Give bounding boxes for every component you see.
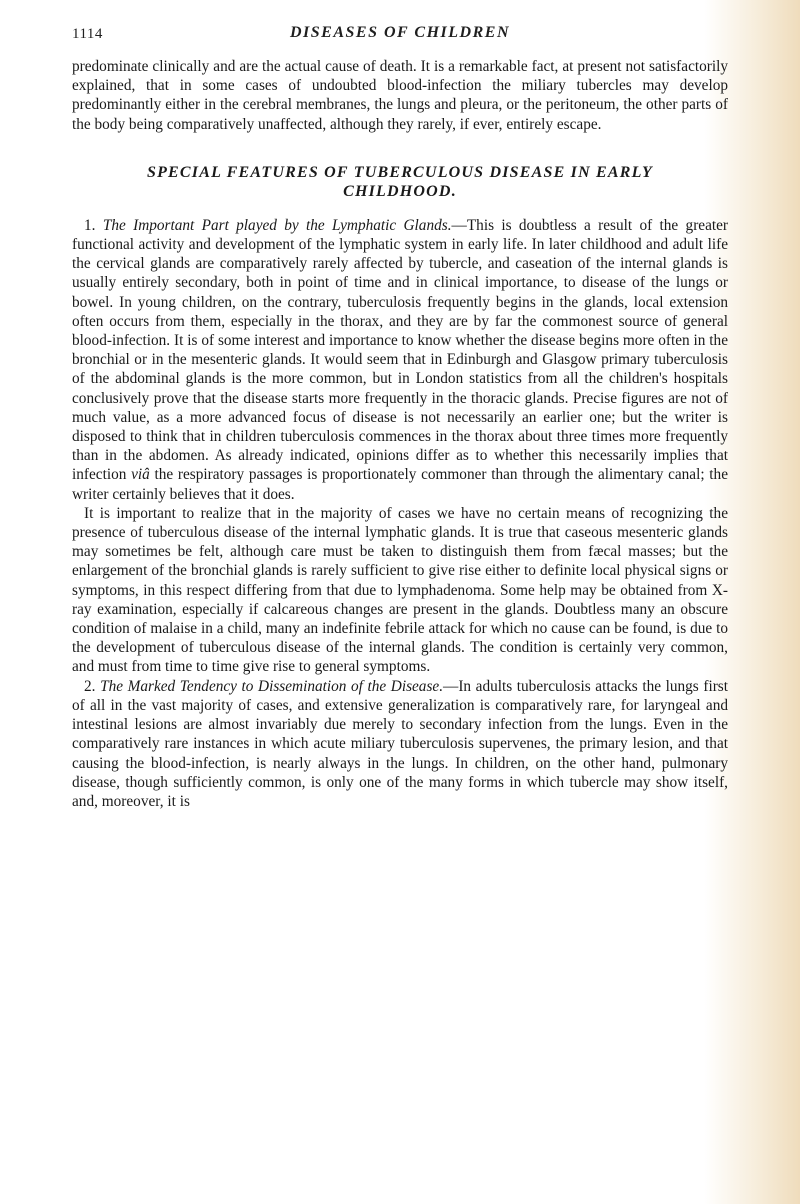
item-2-title: The Marked Tendency to Dissemination of the Disease. [100, 677, 444, 695]
section-heading-line-1: SPECIAL FEATURES OF TUBERCULOUS DISEASE IN EARLY [146, 163, 654, 181]
item-1-text-end: the respiratory passages is proportionately commoner than through the alimentary canal; the writer certainly believes that it does. [72, 466, 728, 503]
intro-paragraph: predominate clinically and are the actual cause of death. It is a remarkable fact, at present not satisfactorily explained, that in some cases of undoubted blood-infection the miliary tubercles may develop predominantly either in the cerebral membranes, the lungs and pleura, or the peritoneum, the other parts of the body being comparatively unaffected, although they rarely, if ever, entirely escape. [72, 58, 728, 133]
item-1-number: 1. [84, 216, 96, 234]
page-header [72, 10, 728, 40]
running-head: DISEASES OF CHILDREN [290, 24, 510, 41]
item-2-text: —In adults tuberculosis attacks the lungs first of all in the vast majority of cases, and extensive generalization is comparatively rare, for laryngeal and intestinal lesions are almost invariably due merely to secondary infection from the lungs. Even in the comparatively rare instances in which acute miliary tuberculosis supervenes, the primary lesion, and that causing the blood-infection, is nearly always in the lungs. In children, on the other hand, pulmonary disease, though sufficiently common, is only one of the many forms in which tubercle may show itself, and, moreover, it is [72, 677, 728, 810]
item-2-paragraph [72, 677, 728, 811]
section-heading [72, 163, 728, 201]
item-1-paragraph [72, 216, 728, 504]
item-1-continuation: It is important to realize that in the majority of cases we have no certain means of recognizing the presence of tuberculous disease of the internal lymphatic glands. It is true that caseous mesenteric glands may sometimes be felt, although care must be taken to distinguish them from fæcal masses; but the enlargement of the bronchial glands is rarely sufficient to give rise either to definite local physical signs or symptoms, in this respect differing from that due to lymphadenoma. Some help may be obtained from X-ray examination, especially if calcareous changes are present in the glands. Doubtless many an obscure condition of malaise in a child, many an indefinite febrile attack for which no cause can be found, is due to the development of tuberculous disease of the internal glands. The condition is certainly very common, and must from time to time give rise to general symptoms. [72, 504, 728, 676]
section-heading-line-2: CHILDHOOD. [343, 182, 457, 200]
page-number: 1114 [72, 26, 103, 42]
body-text [72, 57, 728, 811]
item-1-text: —This is doubtless a result of the greater functional activity and development of the lymphatic system in early life. In later childhood and adult life the cervical glands are comparatively rarely affected by tubercle, and caseation of the internal glands is usually entirely secondary, both in point of time and in clinical importance, to disease of the lungs or bowel. In young children, on the contrary, tuberculosis frequently begins in the glands, local extension often occurs from them, especially in the thorax, and they are by far the commonest source of general blood-infection. It is of some interest and importance to know whether the disease begins more often in the bronchial or in the mesenteric glands. It would seem that in Edinburgh and Glasgow primary tuberculosis of the abdominal glands is the more common, but in London statistics from all the children's hospitals conclusively prove that the disease starts more frequently in the thoracic glands. Precise figures are not of much value, as a more advanced focus of disease is not necessarily an earlier one; but the writer is disposed to think that in children tuberculosis commences in the thorax about three times more frequently than in the abdomen. As already indicated, opinions differ as to whether this necessarily implies that infection [72, 216, 729, 484]
item-2-number: 2. [84, 677, 96, 695]
item-1-via: viâ [131, 466, 150, 484]
item-1-title: The Important Part played by the Lymphatic Glands. [102, 216, 452, 234]
